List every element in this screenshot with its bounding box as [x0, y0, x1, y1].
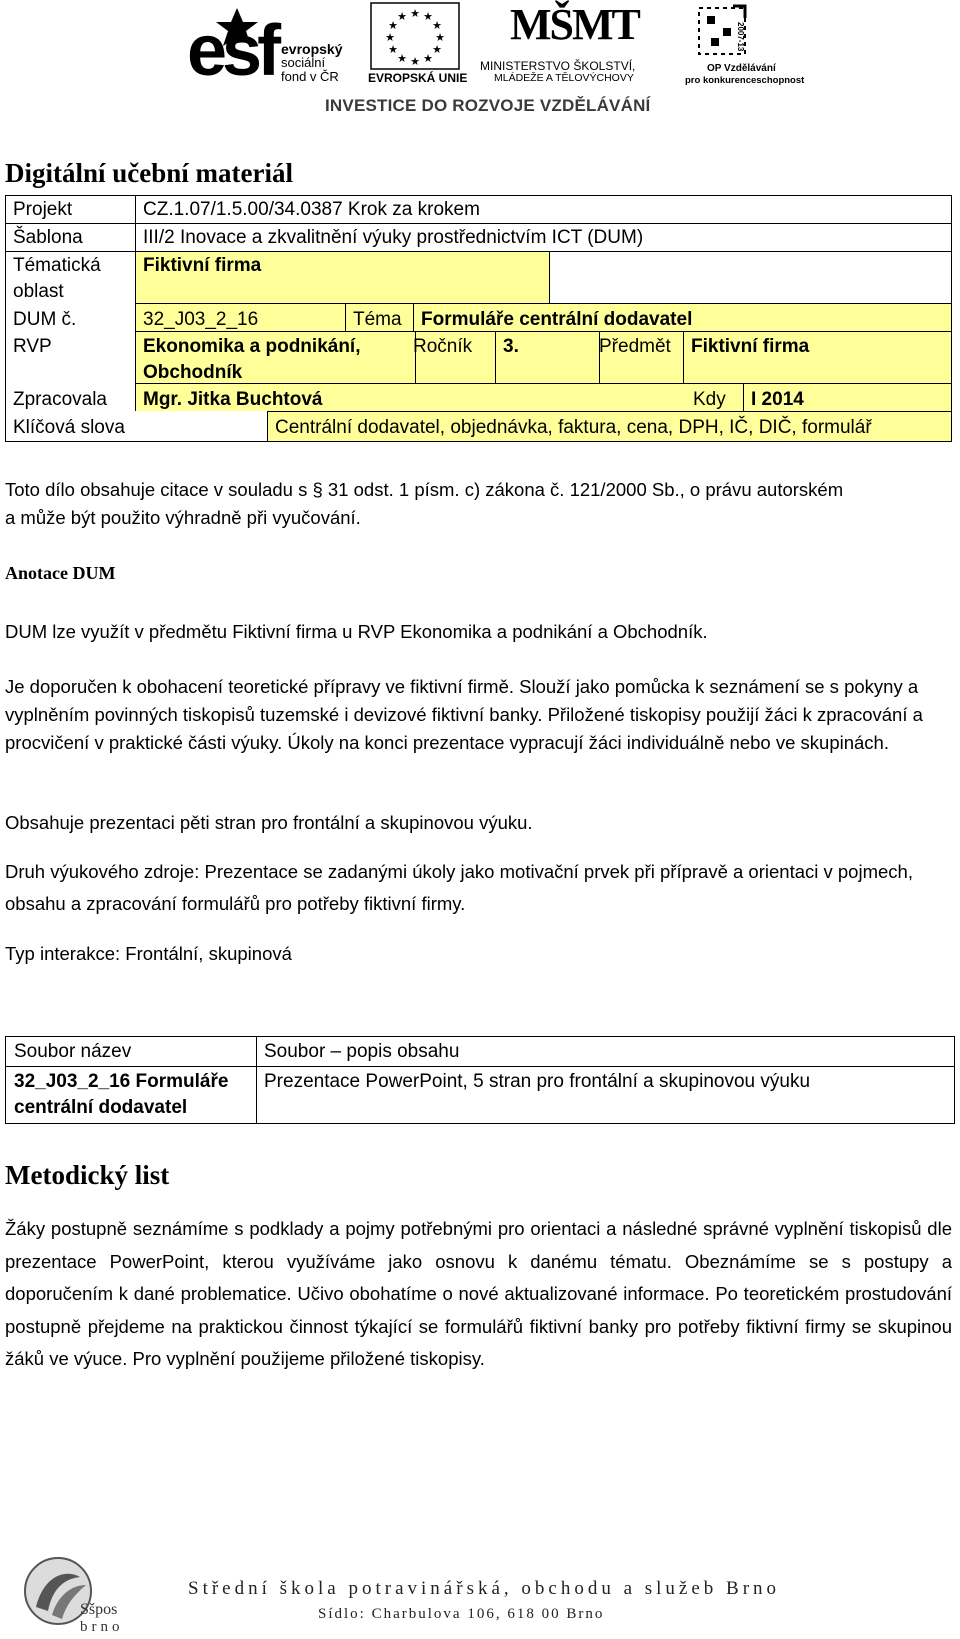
anotace-heading: Anotace DUM	[5, 563, 116, 583]
sablona-value: III/2 Inovace a zkvalitnění výuky prostřednictvím ICT (DUM)	[143, 227, 644, 248]
file-col2-value: Prezentace PowerPoint, 5 stran pro frontální a skupinovou výuku	[264, 1071, 811, 1092]
citation-line-1: Toto dílo obsahuje citace v souladu s § 31 odst. 1 písm. c) zákona č. 121/2000 Sb., o právu autorském	[5, 479, 844, 500]
header-logos	[185, 0, 805, 125]
svg-text:★: ★	[397, 10, 407, 23]
op-grid-icon	[693, 2, 763, 64]
rocnik-value: 3.	[503, 336, 519, 357]
citation-line-2: a může být použito výhradně při vyučování.	[5, 507, 361, 528]
op-logo	[685, 2, 805, 88]
school-logo	[22, 1555, 132, 1639]
op-line2: pro konkurenceschopnost	[685, 75, 805, 86]
tematicka-value: Fiktivní firma	[143, 255, 262, 276]
svg-text:★: ★	[432, 43, 442, 56]
footer-school-name: Střední škola potravinářská, obchodu a služeb Brno	[188, 1578, 781, 1599]
msmt-logo	[480, 2, 660, 88]
kdy-value: I 2014	[751, 389, 804, 410]
op-side-text: 2007-13	[736, 22, 745, 52]
anotace-paragraph-2: Je doporučen k obohacení teoretické přípravy ve fiktivní firmě. Slouží jako pomůcka k seznámení se s pokyny a vyplněním povinných tiskopisů tuzemské i devizové fiktivní banky. Přiložené tiskopisy použijí žáci k zpracování a procvičení v praktické části výuky. Úkoly na konci prezentace vypracují žáci individuálně nebo ve skupinách.	[5, 676, 923, 753]
anotace-paragraph-4: Druh výukového zdroje: Prezentace se zadanými úkoly jako motivační prvek při přípravě a orientaci v pojmech, obsahu a zpracování formulářů pro potřeby fiktivní firmy.	[5, 861, 913, 914]
msmt-line1: MINISTERSTVO ŠKOLSTVÍ,	[480, 59, 636, 73]
predmet-value: Fiktivní firma	[691, 336, 810, 357]
dum-label: DUM č.	[13, 309, 77, 330]
rvp-value-1: Ekonomika a podnikání,	[143, 336, 361, 357]
projekt-value: CZ.1.07/1.5.00/34.0387 Krok za krokem	[143, 199, 480, 220]
tematicka-label-2: oblast	[13, 281, 64, 302]
zpracovala-label: Zpracovala	[13, 389, 107, 410]
investice-banner: INVESTICE DO ROZVOJE VZDĚLÁVÁNÍ	[325, 96, 651, 115]
svg-text:★: ★	[410, 55, 420, 68]
file-col1-value-2: centrální dodavatel	[14, 1097, 188, 1118]
rvp-label: RVP	[13, 336, 52, 357]
op-line1: OP Vzdělávání	[707, 63, 776, 74]
file-col1-header: Soubor název	[14, 1041, 132, 1062]
rocnik-label: Ročník	[413, 336, 473, 357]
predmet-label: Předmět	[599, 336, 671, 357]
anotace-paragraph-3: Obsahuje prezentaci pěti stran pro frontální a skupinovou výuku.	[5, 812, 533, 833]
svg-text:★: ★	[385, 31, 395, 44]
tematicka-label-1: Tématická	[13, 255, 101, 276]
document-title: Digitální učební materiál	[5, 158, 293, 188]
file-col2-header: Soubor – popis obsahu	[264, 1041, 460, 1062]
zpracovala-value: Mgr. Jitka Buchtová	[143, 389, 323, 410]
svg-text:★: ★	[423, 52, 433, 65]
tema-label: Téma	[353, 309, 402, 330]
footer-address: Sídlo: Charbulova 106, 618 00 Brno	[318, 1606, 605, 1622]
esf-logo-text: esf	[187, 11, 277, 91]
klicova-label: Klíčová slova	[13, 417, 125, 438]
esf-line2: sociální	[281, 55, 326, 70]
esf-line3: fond v ČR	[281, 69, 339, 84]
kdy-label: Kdy	[693, 389, 726, 410]
svg-text:★: ★	[397, 52, 407, 65]
metodicky-heading: Metodický list	[5, 1160, 170, 1190]
anotace-paragraph-1: DUM lze využít v předmětu Fiktivní firma u RVP Ekonomika a podnikání a Obchodník.	[5, 621, 708, 642]
esf-line1: evropský	[281, 41, 343, 57]
file-table	[5, 1036, 955, 1124]
dum-value: 32_J03_2_16	[143, 309, 259, 330]
msmt-logo-text: MŠMT	[510, 0, 639, 49]
klicova-value: Centrální dodavatel, objednávka, faktura, cena, DPH, IČ, DIČ, formulář	[275, 417, 872, 438]
projekt-label: Projekt	[13, 199, 73, 220]
file-col1-value-1: 32_J03_2_16 Formuláře	[14, 1071, 229, 1092]
esf-logo	[185, 2, 355, 91]
eu-stars-icon	[370, 2, 460, 72]
svg-text:★: ★	[423, 10, 433, 23]
msmt-line2: MLÁDEŽE A TĚLOVÝCHOVY	[494, 72, 634, 84]
svg-text:★: ★	[435, 31, 445, 44]
school-logo-text-2: brno	[80, 1619, 124, 1635]
sablona-label: Šablona	[13, 227, 83, 248]
info-table	[5, 195, 952, 457]
rvp-value-2: Obchodník	[143, 362, 243, 383]
tema-value: Formuláře centrální dodavatel	[421, 309, 693, 330]
svg-text:★: ★	[410, 7, 420, 20]
eu-logo	[368, 2, 468, 88]
svg-text:★: ★	[388, 43, 398, 56]
school-logo-text-1: Sšpos	[80, 1601, 118, 1618]
svg-text:★: ★	[432, 19, 442, 32]
metodicky-paragraph: Žáky postupně seznámíme s podklady a pojmy potřebnými pro orientaci a následné správné vyplnění tiskopisů dle prezentace PowerPoint, kterou využíváme jako osnovu k danému tématu. Obeznámíme se s postupy a doporučením k dané problematice. Učivo obohatíme o nové aktualizované informace. Po teoretickém prostudování postupně přejdeme na praktickou činnost týkající se formulářů fiktivní banky pro potřeby fiktivní firmy se skupinou žáků ve výuce. Pro vyplnění použijeme přiložené tiskopisy.	[5, 1218, 952, 1369]
svg-text:★: ★	[388, 19, 398, 32]
anotace-paragraph-5: Typ interakce: Frontální, skupinová	[5, 943, 292, 964]
eu-label: EVROPSKÁ UNIE	[368, 71, 468, 85]
